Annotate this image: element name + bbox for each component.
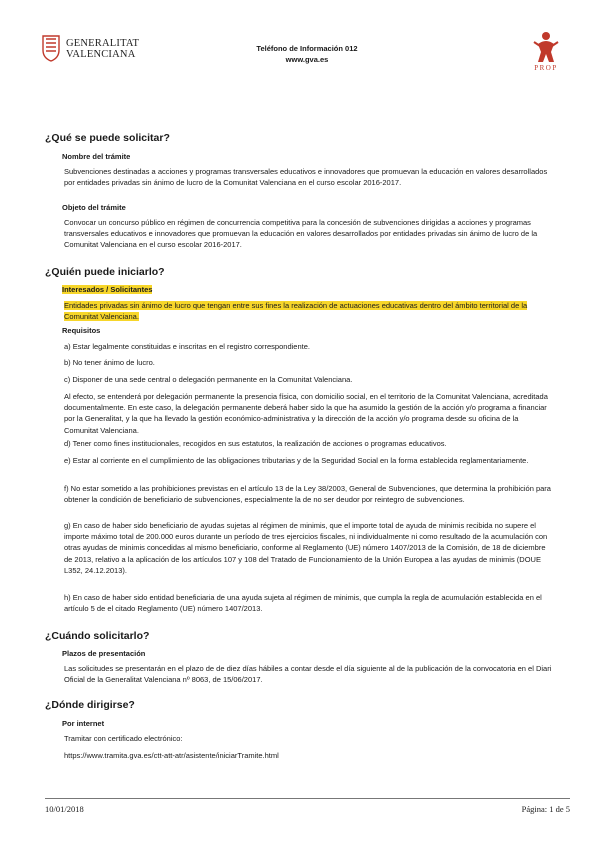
footer-divider	[45, 798, 570, 799]
generalitat-logo	[40, 32, 150, 66]
org-name-line2: VALENCIANA	[66, 49, 136, 60]
internet-label: Por internet	[62, 719, 105, 728]
website: www.gva.es	[285, 55, 329, 64]
section-title-donde: ¿Dónde dirigirse?	[45, 699, 135, 711]
section-title-quien: ¿Quién puede iniciarlo?	[45, 266, 165, 278]
requisito-f: f) No estar sometido a las prohibiciones previstas en el artículo 13 de la Ley 38/2003, General de Subvenciones, que determina la prohibición para obtener la condición de beneficiario de subvenciones, especialmente la de no ser deudor por reintegro de subvenciones.	[64, 484, 551, 505]
prop-figure-icon	[526, 30, 566, 64]
requisito-a: a) Estar legalmente constituidas e inscritas en el registro correspondiente.	[64, 342, 310, 351]
nombre-tramite-label: Nombre del trámite	[62, 152, 131, 161]
requisito-d: d) Tener como fines institucionales, recogidos en sus estatutos, la realización de acciones o programas educativos.	[64, 439, 447, 448]
requisito-c-detalle: Al efecto, se entenderá por delegación permanente la presencia física, con domicilio social, en el territorio de la Comunitat Valenciana, acreditada documentalmente. En este caso, la delegación permanente deberá haber sido la que ha asumido la gestión de la acción y/o programa a financiar por la Generalitat, y la que ha llevado la gestión económico-administrativa y la dirección de la acción y/o programa desde su oficina de la Comunitat Valenciana.	[64, 392, 548, 435]
prop-logo	[526, 30, 566, 76]
org-name-line1: GENERALITAT	[66, 38, 140, 49]
requisito-g: g) En caso de haber sido beneficiario de ayudas sujetas al régimen de minimis, que el importe total de ayuda de minimis recibida no supere el importe máximo total de 200.000 euros durante un período de tres ejercicios fiscales, ni individualmente ni como resultado de la acumulación con otras ayudas de minimis concedidas al mismo beneficiario, conforme al Reglamento (UE) número 1407/2013 de la Comisión, de 18 de diciembre de 2013, relativo a la aplicación de los artículos 107 y 108 del Tratado de Funcionamiento de la Unión Europea a las ayudas de minimis (DOUE L352, 24.12.2013).	[64, 521, 548, 575]
plazos-text: Las solicitudes se presentarán en el plazo de de diez días hábiles a contar desde el día siguiente al de la publicación de la convocatoria en el Diari Oficial de la Generalitat Valenciana nº 8063, de 15/06/2017.	[64, 664, 552, 685]
interesados-label: Interesados / Solicitantes	[62, 285, 153, 294]
objeto-tramite-text: Convocar un concurso público en régimen de concurrencia competitiva para la concesión de subvenciones dirigidas a acciones y programas transversales educativos e innovadores que promuevan la educación en valores desarrollados por entidades privadas sin ánimo de lucro de la Comunitat Valenciana en el curso escolar 2016-2017.	[64, 218, 538, 250]
plazos-label: Plazos de presentación	[62, 649, 146, 658]
internet-text: Tramitar con certificado electrónico:	[64, 734, 183, 743]
requisito-c: c) Disponer de una sede central o delegación permanente en la Comunitat Valenciana.	[64, 375, 353, 384]
objeto-tramite-label: Objeto del trámite	[62, 203, 126, 212]
section-title-que: ¿Qué se puede solicitar?	[45, 132, 170, 144]
footer-page: Página: 1 de 5	[521, 804, 570, 814]
requisito-e: e) Estar al corriente en el cumplimiento de las obligaciones tributarias y de la Seguridad Social en la forma establecida reglamentariamente.	[64, 456, 529, 465]
footer-date: 10/01/2018	[45, 804, 84, 814]
phone-info: Teléfono de Información 012	[256, 44, 358, 53]
requisito-b: b) No tener ánimo de lucro.	[64, 358, 155, 367]
requisito-h: h) En caso de haber sido entidad beneficiaria de una ayuda sujeta al régimen de minimis, que cumpla la regla de acumulación establecida en el artículo 5 de el citado Reglamento (UE) número 1407/2013.	[64, 593, 542, 614]
nombre-tramite-text: Subvenciones destinadas a acciones y programas transversales educativos e innovadores que promuevan la educación en valores desarrollados por entidades privadas sin ánimo de lucro de la Comunitat Valenciana en el curso escolar 2016-2017.	[64, 167, 548, 188]
generalitat-crest-icon	[40, 34, 62, 62]
interesados-text: Entidades privadas sin ánimo de lucro que tengan entre sus fines la realización de actuaciones educativas dentro del ámbito territorial de la Comunitat Valenciana.	[64, 301, 528, 322]
requisitos-label: Requisitos	[62, 326, 101, 335]
tramite-url[interactable]: https://www.tramita.gva.es/ctt-att-atr/asistente/iniciarTramite.html	[64, 751, 279, 760]
section-title-cuando: ¿Cuándo solicitarlo?	[45, 630, 150, 642]
prop-label: PROP	[534, 64, 558, 72]
